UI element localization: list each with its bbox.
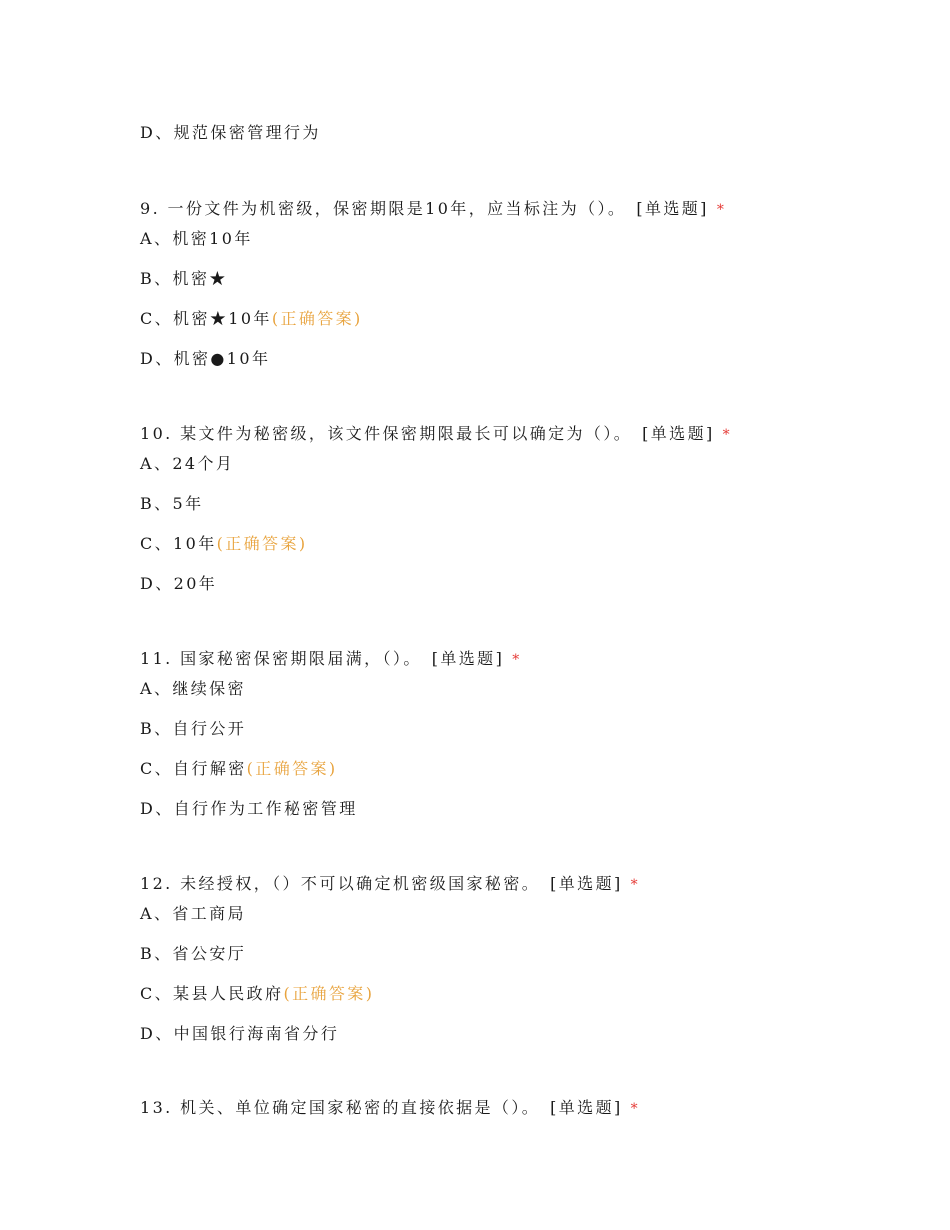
question-title	[140, 1097, 640, 1120]
option-d	[140, 573, 217, 595]
question-text: 13. 机关、单位确定国家秘密的直接依据是（）。	[140, 1098, 541, 1117]
correct-answer-tag: (正确答案)	[216, 534, 308, 553]
correct-answer-tag: (正确答案)	[283, 984, 375, 1003]
required-mark: *	[630, 877, 641, 893]
option-text: A、继续保密	[140, 679, 246, 698]
question-title	[140, 648, 522, 671]
prev-option-d	[140, 122, 321, 144]
question-text: 12. 未经授权，（）不可以确定机密级国家秘密。	[140, 874, 541, 893]
option-text: B、省公安厅	[140, 944, 247, 963]
question-title	[140, 873, 640, 896]
option-a	[140, 903, 246, 925]
question-title	[140, 198, 726, 221]
required-mark: *	[722, 427, 733, 443]
question-type: [单选题]	[642, 424, 715, 443]
option-b	[140, 493, 204, 515]
option-text: C、机密★10年	[140, 309, 272, 328]
option-c	[140, 983, 374, 1005]
option-c	[140, 758, 338, 780]
option-text: C、自行解密	[140, 759, 247, 778]
required-mark: *	[512, 652, 522, 668]
option-d	[140, 798, 358, 820]
option-b	[140, 943, 246, 965]
option-text: C、某县人民政府	[140, 984, 284, 1003]
option-text: C、10年	[140, 534, 217, 553]
question-title	[140, 423, 732, 446]
option-c	[140, 308, 363, 330]
option-a	[140, 228, 253, 250]
option-b	[140, 268, 228, 290]
option-d	[140, 1023, 339, 1045]
option-text: D、规范保密管理行为	[140, 123, 321, 142]
option-text: D、20年	[140, 574, 218, 593]
question-type: [单选题]	[431, 649, 505, 668]
required-mark: *	[716, 202, 727, 218]
option-text: A、机密10年	[140, 229, 253, 248]
option-text: A、省工商局	[140, 904, 246, 923]
question-type: [单选题]	[550, 874, 623, 893]
required-mark: *	[630, 1101, 641, 1117]
question-type: [单选题]	[550, 1098, 623, 1117]
option-text: D、中国银行海南省分行	[140, 1024, 340, 1043]
question-type: [单选题]	[636, 199, 709, 218]
option-a	[140, 453, 234, 475]
option-c	[140, 533, 308, 555]
question-text: 9. 一份文件为机密级，保密期限是10年，应当标注为（）。	[140, 199, 627, 218]
option-text: D、自行作为工作秘密管理	[140, 799, 358, 818]
option-a	[140, 678, 246, 700]
correct-answer-tag: (正确答案)	[271, 309, 363, 328]
option-text: B、自行公开	[140, 719, 247, 738]
question-text: 11. 国家秘密保密期限届满，（）。	[140, 649, 422, 668]
option-text: D、机密●10年	[140, 349, 271, 368]
option-text: B、5年	[140, 494, 204, 513]
question-text: 10. 某文件为秘密级，该文件保密期限最长可以确定为（）。	[140, 424, 633, 443]
option-b	[140, 718, 246, 740]
correct-answer-tag: (正确答案)	[246, 759, 338, 778]
option-d	[140, 348, 270, 370]
option-text: A、24个月	[140, 454, 235, 473]
option-text: B、机密★	[140, 269, 228, 288]
